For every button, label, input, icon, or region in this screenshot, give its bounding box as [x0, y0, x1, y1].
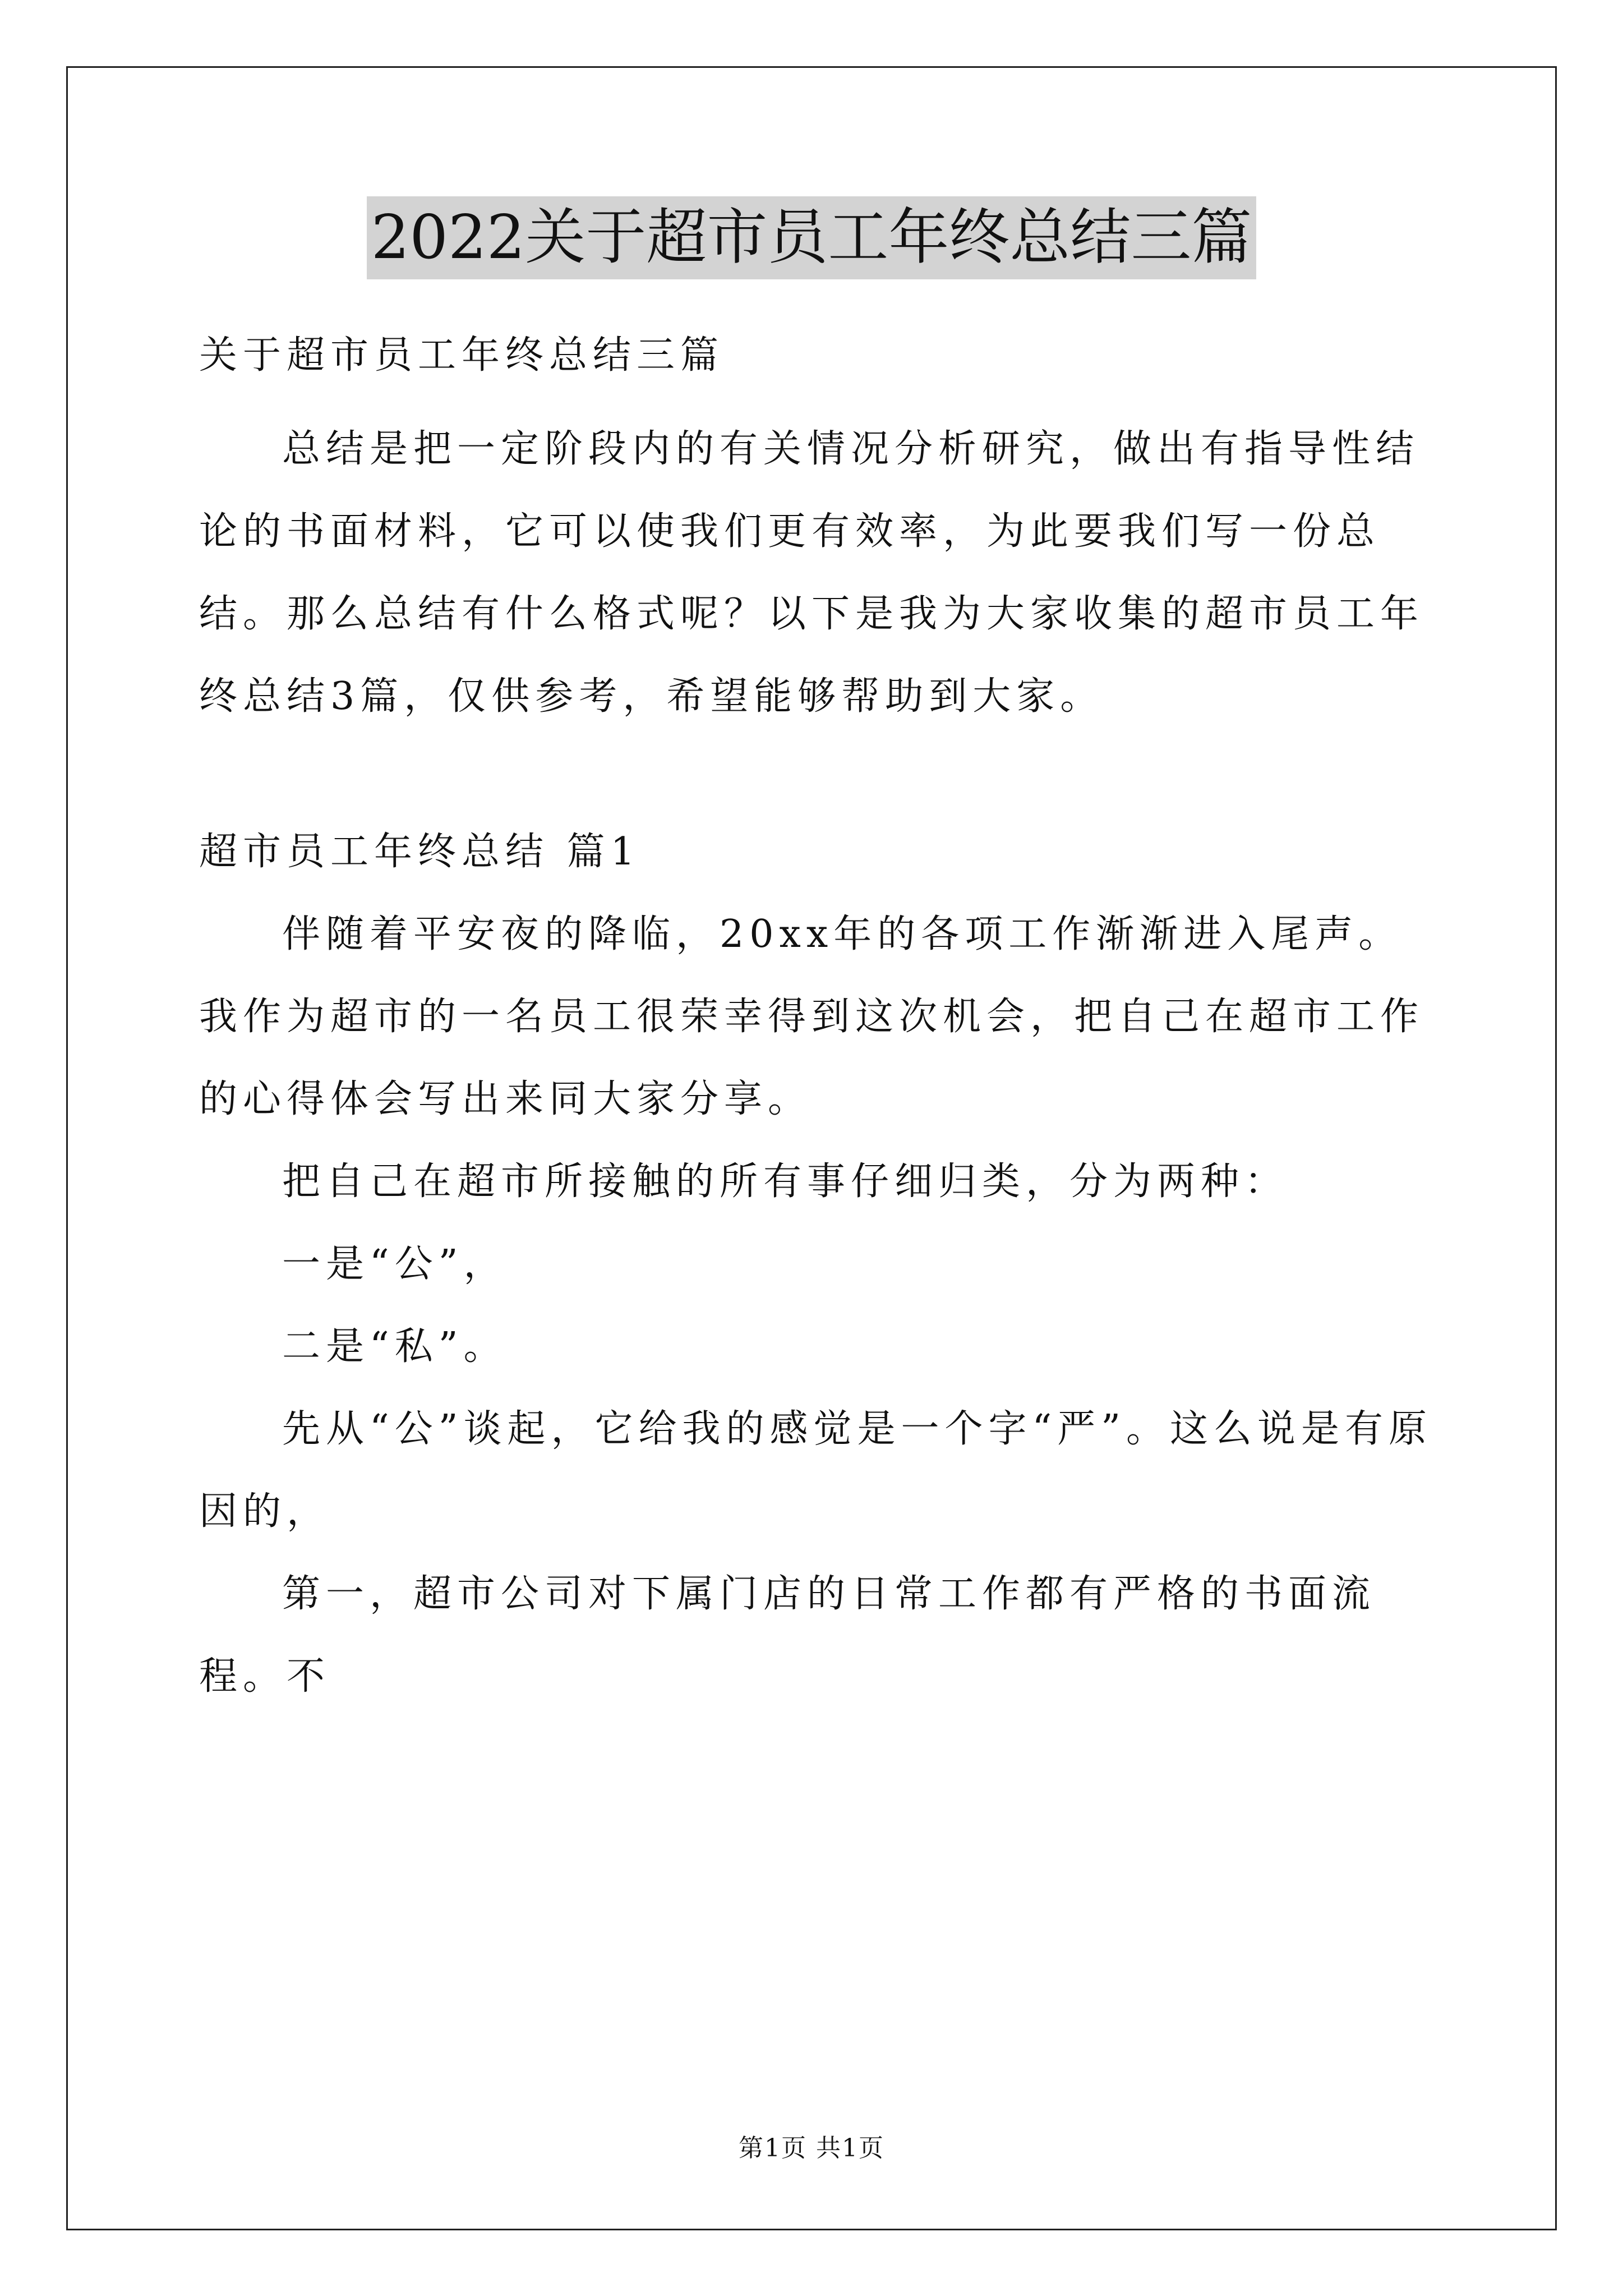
section1-paragraph: 第一，超市公司对下属门店的日常工作都有严格的书面流程。不: [199, 1572, 1376, 1699]
section1-paragraph: 二是“私”。: [282, 1324, 508, 1369]
section-heading-1: 超市员工年终总结 篇1: [199, 830, 640, 874]
document-title: 2022关于超市员工年终总结三篇: [367, 196, 1257, 279]
section1-paragraph: 伴随着平安夜的降临，20xx年的各项工作渐渐进入尾声。我作为超市的一名员工很荣幸得到这次机会，把自己在超市工作的心得体会写出来同大家分享。: [199, 912, 1424, 1121]
section1-paragraph: 把自己在超市所接触的所有事仔细归类，分为两种：: [282, 1159, 1289, 1204]
section1-paragraph: 先从“公”谈起，它给我的感觉是一个字“严”。这么说是有原因的，: [199, 1407, 1433, 1534]
page-number-footer: 第1页 共1页: [739, 2134, 884, 2162]
document-subtitle: 关于超市员工年终总结三篇: [199, 333, 725, 378]
document-body: [199, 314, 1433, 1718]
section1-paragraph: 一是“公”，: [282, 1242, 508, 1286]
intro-paragraph: 总结是把一定阶段内的有关情况分析研究，做出有指导性结论的书面材料，它可以使我们更有效率，为此要我们写一份总结。那么总结有什么格式呢？以下是我为大家收集的超市员工年终总结3篇，仅供参考，希望能够帮助到大家。: [199, 427, 1424, 719]
title-container: [0, 196, 1623, 279]
